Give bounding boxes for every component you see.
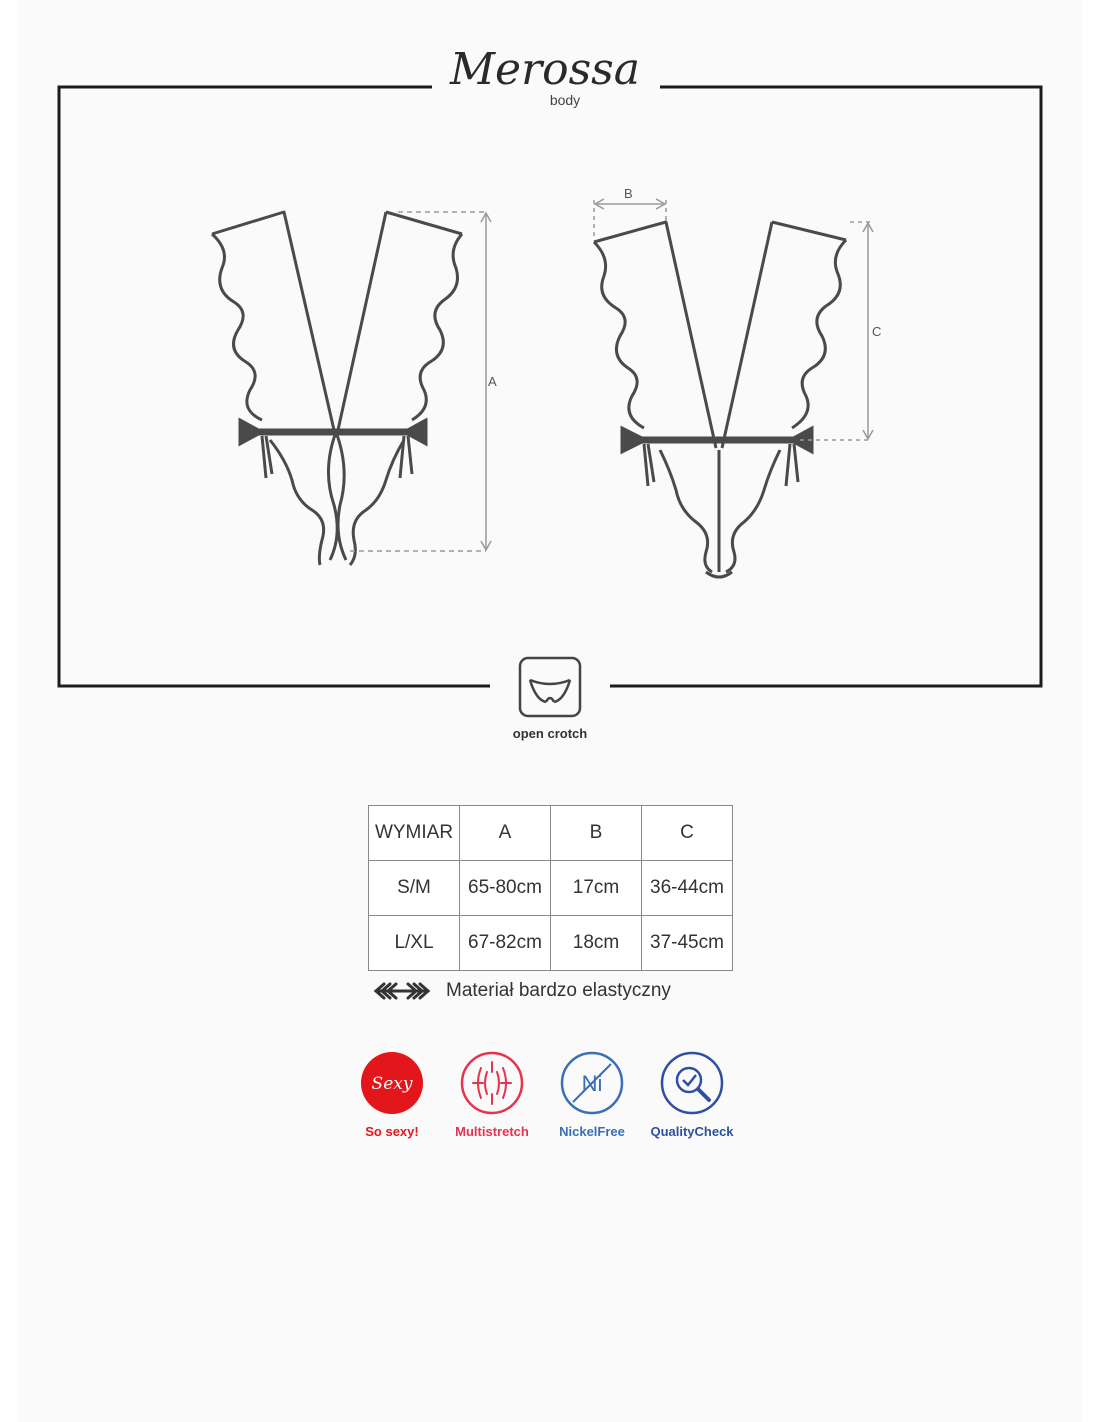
table-header-cell: B [551,806,642,861]
stretch-arrow-icon [368,981,436,1001]
dimension-a-label: A [488,374,497,389]
badge-multistretch [442,1050,542,1139]
table-cell: 36-44cm [642,861,733,916]
sexy-badge-icon [359,1050,425,1116]
badge-quality-check [642,1050,742,1139]
size-table [368,805,733,971]
table-cell: 18cm [551,916,642,971]
badge-label: QualityCheck [650,1124,734,1139]
multistretch-icon [459,1050,525,1116]
open-crotch-icon [520,658,580,716]
badge-so-sexy [342,1050,442,1139]
front-view-drawing [212,212,462,565]
brand-subtitle: body [549,92,581,108]
dimension-b-label: B [624,186,633,201]
table-cell: 67-82cm [460,916,551,971]
badge-label: Multistretch [455,1124,529,1139]
badge-label: NickelFree [559,1124,625,1139]
back-waist-tie [622,428,812,486]
table-cell: S/M [369,861,460,916]
back-view-drawing [594,222,846,577]
open-crotch-label: open crotch [512,726,588,741]
table-header-cell: A [460,806,551,861]
table-header-cell: C [642,806,733,861]
frame-border [59,87,1041,686]
badge-label: So sexy! [365,1124,419,1139]
table-cell: 37-45cm [642,916,733,971]
dimension-c-label: C [872,324,882,339]
quality-check-icon [659,1050,725,1116]
brand-header [430,40,660,108]
table-cell: 17cm [551,861,642,916]
table-row [369,916,733,971]
badge-nickel-free [542,1050,642,1139]
table-header-cell: WYMIAR [369,806,460,861]
brand-logo: Merossa [449,44,640,95]
table-cell: L/XL [369,916,460,971]
table-cell: 65-80cm [460,861,551,916]
table-header-row [369,806,733,861]
sexy-badge-text: Sexy [371,1074,413,1094]
nickel-free-icon [559,1050,625,1116]
elastic-note-text: Materiał bardzo elastyczny [446,980,671,1001]
table-row [369,861,733,916]
elastic-note [368,980,671,1002]
nickel-symbol: Ni [581,1071,603,1096]
